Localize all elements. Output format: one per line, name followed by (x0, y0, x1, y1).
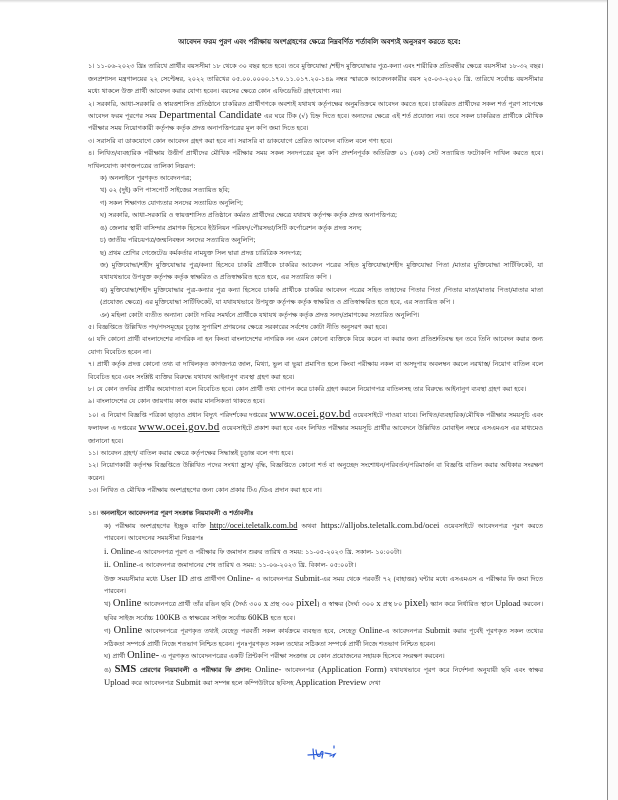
schedule-end: ii. Online-এ আবেদনপত্র জমাদানের শেষ তারিখ ও সময়: ১১-০৬-২০২৩ খ্রি. বিকাল- ০৫:০০টা। (104, 559, 357, 570)
rule-3: ৩। সরাসরি বা ডাকযোগে কোন আবেদন গ্রহণ করা হবে না। সরাসরি বা ডাকযোগে প্রেরিত আবেদন বাতিল বলে গণ্য হবে। (88, 136, 393, 145)
rule-1: ১। ১১-০৬-২০২৩ খ্রিঃ তারিখে প্রার্থীর বয়সসীমা ১৮ থেকে ৩০ বছর হতে হবে। তবে মুক্তিযোদ্ধা /শহীদ মুক্তিযোদ্ধার পুত্র-কন্যা এবং শারীরিক প্রতিবন্ধীর ক্ষেত্রে বয়সসীমা ১৮-৩২ বছর। জনপ্রশাসন মন্ত্রণালয়ের ২২ সেপ্টেম্বর, ২০২২ তারিখের ০৫.০০.০০০০.১৭০.১১.০১৭.২০-১৪৯ নম্বর স্মারকে আবেদনকারীর বয়স ২৫-০৩-২০২০ খ্রি. তারিখে সর্বোচ্চ বয়সসীমার মধ্যে থাকলে উক্ত প্রার্থী আবেদন করার যোগ্য হবেন। বয়সের ক্ষেত্রে কোন এফিডেভিট গ্রহণযোগ্য নয়। (88, 62, 543, 96)
rule-4-item-umo: ঙ) জেলার স্থায়ী বাসিন্দার প্রমাণক হিসেবে ইউনিয়ন পরিষদ/পৌরসভা/সিটি কর্পোরেশন কর্তৃক প্রদত্ত সনদ; (100, 223, 362, 232)
rule-4-item-kha: খ) ০২ (দুই) কপি পাসপোর্ট সাইজের সত্যায়িত ছবি; (100, 186, 230, 195)
section-14-ga: গ) Online আবেদনপত্রে পূরণকৃত তথ্যই যেহেতু পরবর্তী সকল কার্যক্রমে ব্যবহৃত হবে, সেহেতু Online-এ আবেদনপত্র Submit করার পূর্বেই পূরণকৃত সকল তথ্যের সঠিকতা সম্পর্কে প্রার্থী নিজে শতভাগ নিশ্চিত হবেন। পুনঃপূরণকৃত সকল তথ্যের সঠিকতা সম্পর্কে প্রার্থী নিজে শতভাগ নিশ্চিত হবেন। (104, 625, 544, 648)
signature-icon (305, 744, 345, 764)
section-14-ka: ক) পরীক্ষায় অংশগ্রহণের ইচ্ছুক ব্যক্তি http://ocei.teletalk.com.bd অথবা https://alljobs.teletalk.com.bd/ocei ওয়েবসাইটে আবেদনপত্র পূরণ করতে পারবেন। আবেদনের সময়সীমা নিম্নরূপঃ (104, 520, 543, 543)
rule-11: ১১। আবেদন গ্রহণ/ বাতিল করার ক্ষেত্রে কর্তৃপক্ষের সিদ্ধান্তই চূড়ান্ত বলে গণ্য হবে। (88, 449, 294, 457)
rule-2: ২। সরকারি, আধা-সরকারি ও স্বায়ত্তশাসিত প্রতিষ্ঠানে চাকরিরত প্রার্থীগণকে অবশ্যই যথাযথ কর্তৃপক্ষের অনুমতিক্রমে আবেদন করতে হবে। চাকরিরত প্রার্থীদের সকল শর্ত পূরণ সাপেক্ষে আবেদন ফরম পূরণের সময় Departmental Candidate এর ঘরে টিক (√) চিহ্ন দিতে হবে। অন্যদের ক্ষেত্রে এই শর্ত প্রযোজ্য নয়। তবে সকল চাকরিরত প্রার্থীকে মৌখিক পরীক্ষার সময় নিয়োগকারী কর্তৃপক্ষ কর্তৃক প্রদত্ত অনাপত্তিপত্রের মূল কপি জমা দিতে হবে। (88, 99, 543, 133)
ocei-website-link-2[interactable]: www.ocei.gov.bd (138, 421, 220, 434)
schedule-start: i. Online-এ আবেদনপত্র পূরণ ও পরীক্ষার ফি জমাদান শুরুর তারিখ ও সময়: ১১-০৫-২০২৩ খ্রি. সকাল- ১০:০০টা। (104, 545, 402, 556)
rule-13: ১৩। লিখিত ও মৌখিক পরীক্ষায় অংশগ্রহণের জন্য কোন প্রকার টিএ /ডিএ প্রদান করা হবে না। (88, 486, 322, 495)
rule-7: ৭। প্রার্থী কর্তৃক প্রদত্ত কোনো তথ্য বা দাখিলকৃত কাগজপত্র জাল, মিথ্যা, ভুল বা ভুয়া প্রমাণিত হলে কিংবা পরীক্ষায় নকল বা অসদুপায় অবলম্বন করলে নরখাস্ত/ নিয়োগ বাতিল বলে বিবেচিত হবে এবং সংশ্লিষ্ট ব্যক্তির বিরুদ্ধে যথাযথ আইনানুগ ব্যবস্থা গ্রহণ করা হবে। (88, 360, 543, 381)
rule-4-item-nya: ঞ) মহিলা কোটা ব্যতীত অন্যান্য কোটা দাবির সমর্থনে প্রার্থীকে যথাযথ কর্তৃপক্ষ কর্তৃক প্রদত্ত সনদ/প্রমাণকের সত্যায়িত অনুলিপি। (100, 310, 420, 319)
rule-4-item-jha: ঝ) মুক্তিযোদ্ধা/শহীদ মুক্তিযোদ্ধার পুত্র-কন্যার পুত্র কন্যা হিসেবে চাকরি প্রার্থীকে চাকরির আবেদন পত্রের সহিত তাহাদের পিতার পিতা /পিতার মাতা/মাতার পিতা/মাতার মাতা (প্রযোজ্য ক্ষেত্রে) এর মুক্তিযোদ্ধা সার্টিফিকেট, যা যথাযথভাবে উপযুক্ত কর্তৃপক্ষ কর্তৃক স্বাক্ষরিত ও প্রতিস্বাক্ষরিত হতে হবে, এর সত্যায়িত কপি । (100, 285, 543, 307)
document-title: আবেদন ফরম পুরণ এবং পরীক্ষায় অংশগ্রহণের ক্ষেত্রে নিম্নবর্ণিত শর্তাবলি অবশ্যই অনুসরণ করতে হবে: (178, 38, 461, 46)
section-14-heading: ১৪। অনলাইনে আবেদনপত্র পূরণ সংক্রান্ত নিয়মাবলী ও শর্তাবলীঃ (88, 508, 254, 517)
rule-4-item-gha: ঘ) সরকারি, আধা-সরকারি ও স্বায়ত্তশাসিত প্রতিষ্ঠানে কর্মরত প্রার্থীদের ক্ষেত্রে যথাযথ কর্তৃপক্ষ কর্তৃক প্রদত্ত অনাপত্তিপত্র; (100, 211, 398, 220)
rule-4-item-cha: চ) জাতীয় পরিচয়পত্র/জন্মনিবন্ধন সনদের সত্যায়িত অনুলিপি; (100, 236, 256, 245)
teletalk-link[interactable]: http://ocei.teletalk.com.bd (209, 521, 298, 531)
section-14-umo: ঙ) SMS প্রেরণের নিয়মাবলী ও পরীক্ষার ফি প্রদান: Online- আবেদনপত্র (Application Form) যথাযথভাবে পূরণ করে নির্দেশনা অনুযায়ী ছবি এবং স্বাক্ষর Upload করে আবেদনপত্র Submit করা সম্পন্ন হলে কম্পিউটারে ছবিসহ Application Preview দেখা (104, 663, 543, 687)
rule-6: ৬। যদি কোনো প্রার্থী বাংলাদেশের নাগরিক না হন কিংবা বাংলাদেশের নাগরিক নন এমন কোনো ব্যক্তিকে বিয়ে করেন বা করার জন্য প্রতিশ্রুতিবদ্ধ হন তবে তিনি আবেদন করার জন্য যোগ্য বিবেচিত হবেন না। (88, 335, 543, 356)
rule-4: ৪। লিখিত/ব্যবহারিক পরীক্ষায় উত্তীর্ণ প্রার্থীদের মৌখিক পরীক্ষার সময় সকল সনদপত্রের মূল কপি প্রদর্শনপূর্বক অতিরিক্ত ০১ (এক) সেট সত্যায়িত ফটোকপি দাখিল করতে হবে। দাখিলযোগ্য কাগজপত্রের তালিকা নিম্নরূপ: (88, 149, 543, 170)
rule-12: ১২। নিয়োগকারী কর্তৃপক্ষ বিজ্ঞপ্তিতে উল্লিখিত পদের সংখ্যা হ্রাস/ বৃদ্ধি, বিজ্ঞপ্তিতে কোনো শর্ত বা অনুচ্ছেদ সংশোধন/পরিবর্তন/পরিমার্জন বা বিজ্ঞপ্তি বাতিল করার অধিকার সংরক্ষণ করেন। (88, 461, 543, 482)
userid-note: উক্ত সময়সীমার মধ্যে User ID প্রাপ্ত প্রার্থীগণ Online- এ আবেদনপত্র Submit-এর সময় থেকে পরবর্তী ৭২ (বাহাত্তর) ঘন্টার মধ্যে এসএমএস এ পরীক্ষার ফি জমা দিতে পারবেন। (104, 572, 543, 596)
rule-9: ৯। বাংলাদেশের যে কোন জায়গায় কাজ করার মানসিকতা থাকতে হবে। (88, 397, 265, 406)
rule-8: ৮। যে কোন তদবির প্রার্থীর অযোগ্যতা বলে বিবেচিত হবে। কোন প্রার্থী তথ্য গোপন করে চাকরি গ্রহণ করলে নিয়োগপত্র বাতিলসহ তার বিরুদ্ধে আইনানুগ ব্যবস্থা গ্রহণ করা হবে। (88, 384, 527, 393)
section-14-kha: খ) Online আবেদনপত্রে প্রার্থী তাঁর রঙিন ছবি (দৈর্ঘ্য ৩০০ x প্রস্থ ৩০০ pixel) ও স্বাক্ষর (দৈর্ঘ্য ৩০০ x প্রস্থ ৮০ pixel) স্ক্যান করে নির্ধারিত স্থানে Upload করবেন। ছবির সাইজ সর্বোচ্চ 100KB ও স্বাক্ষরের সাইজ সর্বোচ্চ 60KB হতে হবে। (104, 598, 543, 622)
rule-10: ১০। এ নিয়োগ বিজ্ঞপ্তি পত্রিকা ছাড়াও প্রধান বিদ্যুৎ পরিদর্শকের দপ্তরের www.ocei.gov.bd ওয়েবসাইটে পাওয়া যাবে। লিখিত/ব্যবহারিক/মৌখিক পরীক্ষার সময়সূচি এবং ফলাফল এ দপ্তরের www.ocei.gov.bd ওয়েবসাইটে প্রকাশ করা হবে এবং লিখিত পরীক্ষার সময়সূচি প্রার্থীর আবেদনে উল্লিখিত মোবাইল নম্বরে এসএমএস এর মাধ্যমেও জানানো হবে। (88, 407, 543, 445)
rule-4-item-ka: ক) অনলাইনে পূরণকৃত আবেদনপত্র; (100, 174, 192, 183)
page-top-edge (0, 0, 614, 3)
departmental-candidate-term: Departmental Candidate (158, 110, 262, 122)
rule-4-item-ja: জ) মুক্তিযোদ্ধা/শহীদ মুক্তিযোদ্ধার পুত্র/কন্যা হিসেবে চাকরি প্রার্থীকে চাকরির আবেদন পত্রের সহিত মুক্তিযোদ্ধা/শহীদ মুক্তিযোদ্ধা পিতা /মাতার মুক্তিযোদ্ধা সার্টিফিকেট, যা যথাযথভাবে উপযুক্ত কর্তৃপক্ষ কর্তৃক স্বাক্ষরিত ও প্রতিস্বাক্ষরিত হতে হবে, এর সত্যায়িত কপি । (100, 260, 543, 282)
rule-4-item-chha: ছ) প্রথম শ্রেণির গেজেটেড কর্মকর্তার নামযুক্ত সিল দ্বারা প্রদত্ত চারিত্রিক সনদপত্র; (100, 248, 302, 257)
ocei-website-link[interactable]: www.ocei.gov.bd (269, 407, 351, 420)
section-14-gha: ঘ) প্রার্থী Online- এ পূরণকৃত আবেদনপত্রের একটি প্রিন্টকপি পরীক্ষা সংক্রান্ত যে কোন প্রয়োজনের সহায়ক হিসেবে সংরক্ষণ করবেন। (104, 650, 445, 662)
alljobs-link[interactable]: https://alljobs.teletalk.com.bd/ocei (320, 520, 440, 531)
rule-5: ৫। বিজ্ঞপ্তিতে উল্লিখিত পদ/পদসমূহের চূড়ান্ত সুপারিশ প্রণয়নের ক্ষেত্রে সরকারের সর্বশেষ কোটা নীতি অনুসরণ করা হবে। (88, 322, 388, 331)
document-body (88, 36, 543, 689)
page-margin (608, 0, 618, 800)
rule-4-item-ga: গ) সকল শিক্ষাগত যোগ্যতার সনদের সত্যায়িত অনুলিপি; (100, 198, 244, 207)
